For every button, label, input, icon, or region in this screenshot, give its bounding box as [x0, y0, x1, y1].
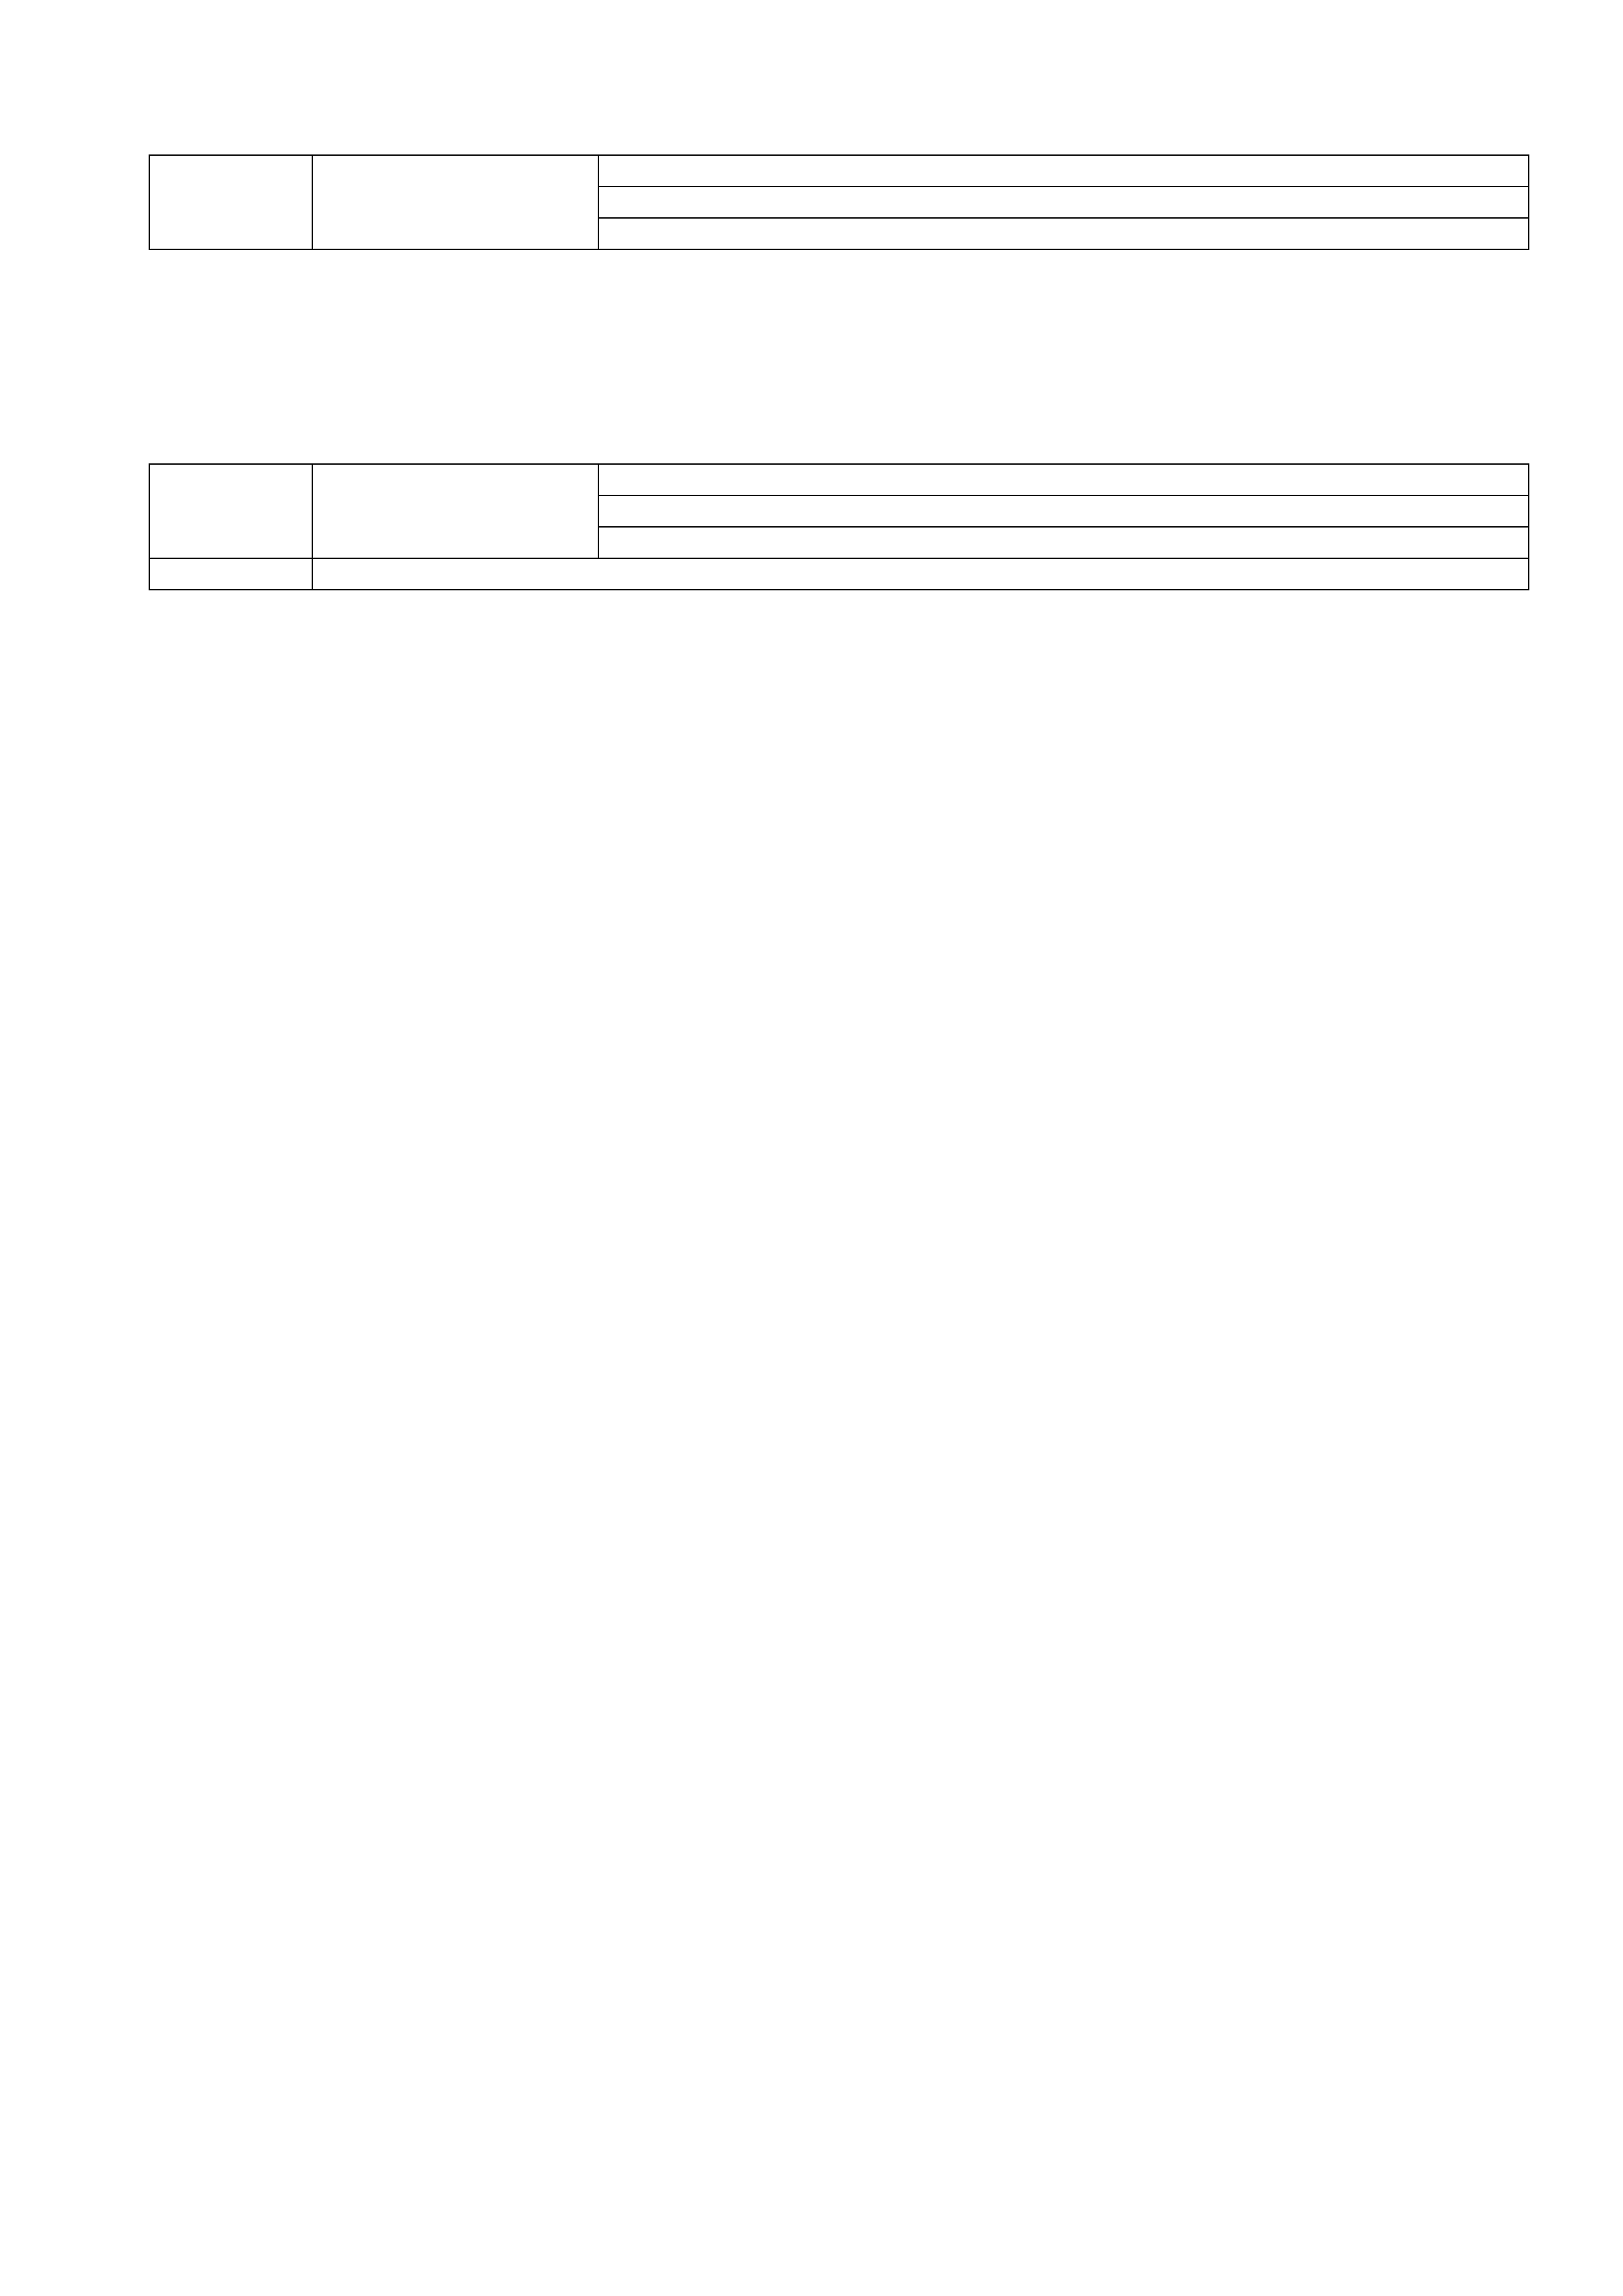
cargo-header — [598, 187, 1529, 218]
cargo-header — [598, 495, 1529, 527]
code-header — [598, 155, 1529, 187]
ext-code-header — [149, 155, 312, 249]
section-empty-cell — [149, 558, 312, 590]
ext-code-header — [149, 464, 312, 558]
distance-header — [312, 155, 598, 249]
distance-header — [312, 464, 598, 558]
code-header — [598, 464, 1529, 495]
price-table-2 — [149, 463, 1529, 590]
price-header — [598, 218, 1529, 249]
price-header — [598, 527, 1529, 558]
section-title — [312, 558, 1529, 590]
price-table-1 — [149, 154, 1529, 250]
